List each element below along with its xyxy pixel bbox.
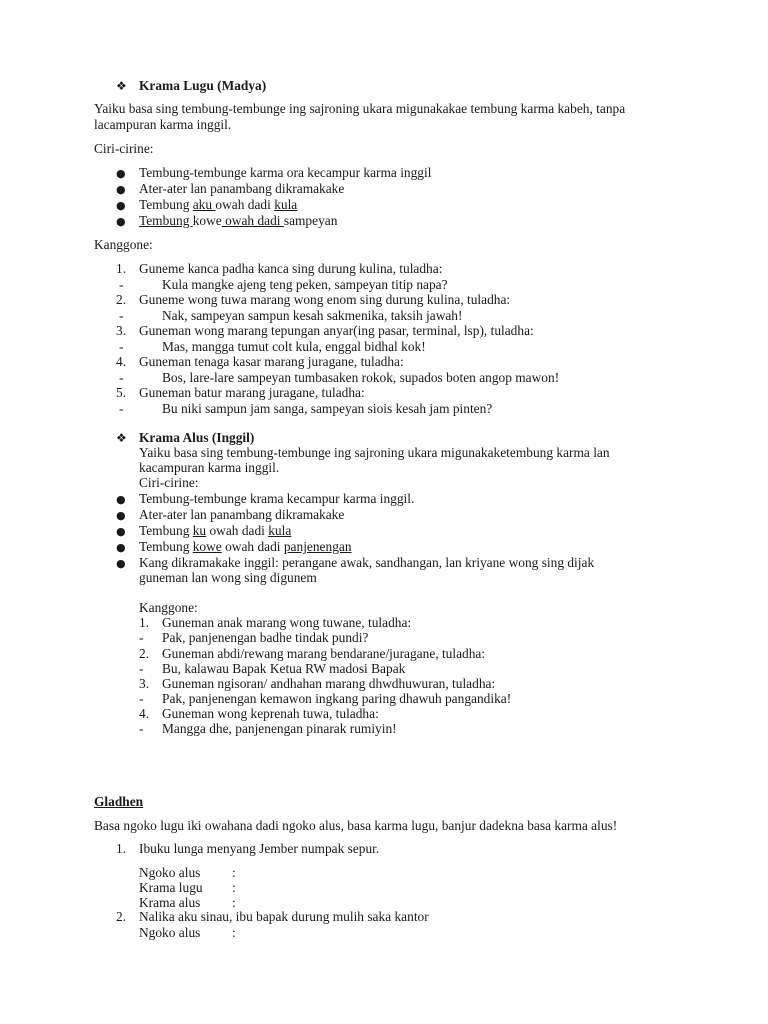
list-number: 1. xyxy=(116,261,127,276)
answer-label-ngoko-alus: Ngoko alus xyxy=(139,865,201,880)
example-text: Nak, sampeyan sampun kesah sakmenika, taksih jawah! xyxy=(162,308,463,323)
dash-marker: - xyxy=(139,661,144,676)
example-text: Kula mangke ajeng teng peken, sampeyan titip napa? xyxy=(162,277,448,292)
list-number: 4. xyxy=(139,706,150,721)
exercise-sentence: Nalika aku sinau, ibu bapak durung mulih saka kantor xyxy=(139,909,429,924)
bullet-icon: ● xyxy=(116,509,126,522)
kanggone-label: Kanggone: xyxy=(139,600,198,615)
answer-label-krama-lugu: Krama lugu xyxy=(139,880,203,895)
list-item: Guneman ngisoran/ andhahan marang dhwdhuwuran, tuladha: xyxy=(162,676,496,691)
dash-marker: - xyxy=(119,339,124,354)
answer-colon: : xyxy=(232,865,236,880)
diamond-bullet-icon: ❖ xyxy=(116,79,127,93)
list-item: Guneman abdi/rewang marang bendarane/juragane, tuladha: xyxy=(162,646,486,661)
bullet-item xyxy=(139,197,297,213)
bullet-icon: ● xyxy=(116,215,126,228)
underlined-word: ku xyxy=(192,523,207,538)
list-item: Guneman anak marang wong tuwane, tuladha: xyxy=(162,615,412,630)
example-text: Mangga dhe, panjenengan pinarak rumiyin! xyxy=(162,721,397,736)
ciri-label: Ciri-cirine: xyxy=(94,141,154,156)
bullet-icon: ● xyxy=(116,525,126,538)
list-item: Guneman wong marang tepungan anyar(ing pasar, terminal, lsp), tuladha: xyxy=(139,323,534,338)
bullet-item xyxy=(139,539,352,555)
text-run: Tembung xyxy=(139,197,193,212)
bullet-icon: ● xyxy=(116,493,126,506)
list-number: 3. xyxy=(139,676,150,691)
example-text: Mas, mangga tumut colt kula, enggal bidhal kok! xyxy=(162,339,426,354)
ciri-label: Ciri-cirine: xyxy=(139,475,199,490)
list-number: 2. xyxy=(139,646,150,661)
example-text: Pak, panjenengan badhe tindak pundi? xyxy=(162,630,369,645)
bullet-item-continuation: guneman lan wong sing digunem xyxy=(139,570,317,585)
answer-label-krama-alus: Krama alus xyxy=(139,895,201,910)
text-run: owah dadi xyxy=(215,197,275,212)
text-run: sampeyan xyxy=(283,213,338,228)
text-run: kowe xyxy=(192,213,222,228)
text-run: owah dadi xyxy=(221,539,284,554)
bullet-item xyxy=(139,523,291,539)
example-text: Bos, lare-lare sampeyan tumbasaken rokok, supados boten angop mawon! xyxy=(162,370,560,385)
kanggone-label: Kanggone: xyxy=(94,237,153,252)
list-item: Guneme kanca padha kanca sing durung kulina, tuladha: xyxy=(139,261,443,276)
list-number: 2. xyxy=(116,292,127,307)
bullet-item: Kang dikramakake inggil: perangane awak, sandhangan, lan kriyane wong sing dijak xyxy=(139,555,595,570)
dash-marker: - xyxy=(139,721,144,736)
underlined-word: kula xyxy=(274,197,298,212)
gladhen-heading: Gladhen xyxy=(94,794,144,809)
text-run: owah dadi xyxy=(206,523,269,538)
answer-colon: : xyxy=(232,925,236,940)
bullet-icon: ● xyxy=(116,199,126,212)
list-item: Guneman wong keprenah tuwa, tuladha: xyxy=(162,706,379,721)
dash-marker: - xyxy=(139,691,144,706)
list-item: Guneme wong tuwa marang wong enom sing durung kulina, tuladha: xyxy=(139,292,511,307)
dash-marker: - xyxy=(119,308,124,323)
list-number: 5. xyxy=(116,385,127,400)
section-heading-krama-lugu: Krama Lugu (Madya) xyxy=(139,78,267,93)
dash-marker: - xyxy=(119,401,124,416)
bullet-item xyxy=(139,213,337,229)
underlined-word: Tembung xyxy=(139,213,193,228)
exercise-number: 2. xyxy=(116,909,127,924)
answer-colon: : xyxy=(232,895,236,910)
list-number: 1. xyxy=(139,615,150,630)
dash-marker: - xyxy=(119,277,124,292)
example-text: Bu niki sampun jam sanga, sampeyan siois kesah jam pinten? xyxy=(162,401,493,416)
exercise-sentence: Ibuku lunga menyang Jember numpak sepur. xyxy=(139,841,380,856)
list-item: Guneman batur marang juragane, tuladha: xyxy=(139,385,365,400)
gladhen-instruction: Basa ngoko lugu iki owahana dadi ngoko alus, basa karma lugu, banjur dadekna basa karma alus! xyxy=(94,818,618,833)
answer-colon: : xyxy=(232,880,236,895)
dash-marker: - xyxy=(119,370,124,385)
example-text: Bu, kalawau Bapak Ketua RW madosi Bapak xyxy=(162,661,406,676)
underlined-word: kula xyxy=(268,523,292,538)
bullet-item: Ater-ater lan panambang dikramakake xyxy=(139,507,345,522)
definition-line-2: kacampuran karma inggil. xyxy=(139,460,280,475)
example-text: Pak, panjenengan kemawon ingkang paring dhawuh pangandika! xyxy=(162,691,512,706)
bullet-item: Tembung-tembunge krama kecampur karma inggil. xyxy=(139,491,415,506)
text-run: Tembung xyxy=(139,539,193,554)
bullet-item: Tembung-tembunge karma ora kecampur karma inggil xyxy=(139,165,432,180)
underlined-word: aku xyxy=(192,197,216,212)
bullet-item: Ater-ater lan panambang dikramakake xyxy=(139,181,345,196)
list-number: 3. xyxy=(116,323,127,338)
section-heading-krama-alus: Krama Alus (Inggil) xyxy=(139,430,255,445)
diamond-bullet-icon: ❖ xyxy=(116,431,127,445)
definition-line-1: Yaiku basa sing tembung-tembunge ing sajroning ukara migunakakae tembung karma kabeh, tanpa xyxy=(94,101,626,116)
definition-line-2: lacampuran karma inggil. xyxy=(94,117,232,132)
answer-label-ngoko-alus: Ngoko alus xyxy=(139,925,201,940)
exercise-number: 1. xyxy=(116,841,127,856)
list-item: Guneman tenaga kasar marang juragane, tuladha: xyxy=(139,354,404,369)
underlined-word: owah dadi xyxy=(221,213,284,228)
bullet-icon: ● xyxy=(116,183,126,196)
bullet-icon: ● xyxy=(116,167,126,180)
underlined-word: panjenengan xyxy=(283,539,352,554)
definition-line-1: Yaiku basa sing tembung-tembunge ing sajroning ukara migunakaketembung karma lan xyxy=(139,445,610,460)
bullet-icon: ● xyxy=(116,557,126,570)
text-run: Tembung xyxy=(139,523,193,538)
dash-marker: - xyxy=(139,630,144,645)
list-number: 4. xyxy=(116,354,127,369)
bullet-icon: ● xyxy=(116,541,126,554)
underlined-word: kowe xyxy=(192,539,222,554)
